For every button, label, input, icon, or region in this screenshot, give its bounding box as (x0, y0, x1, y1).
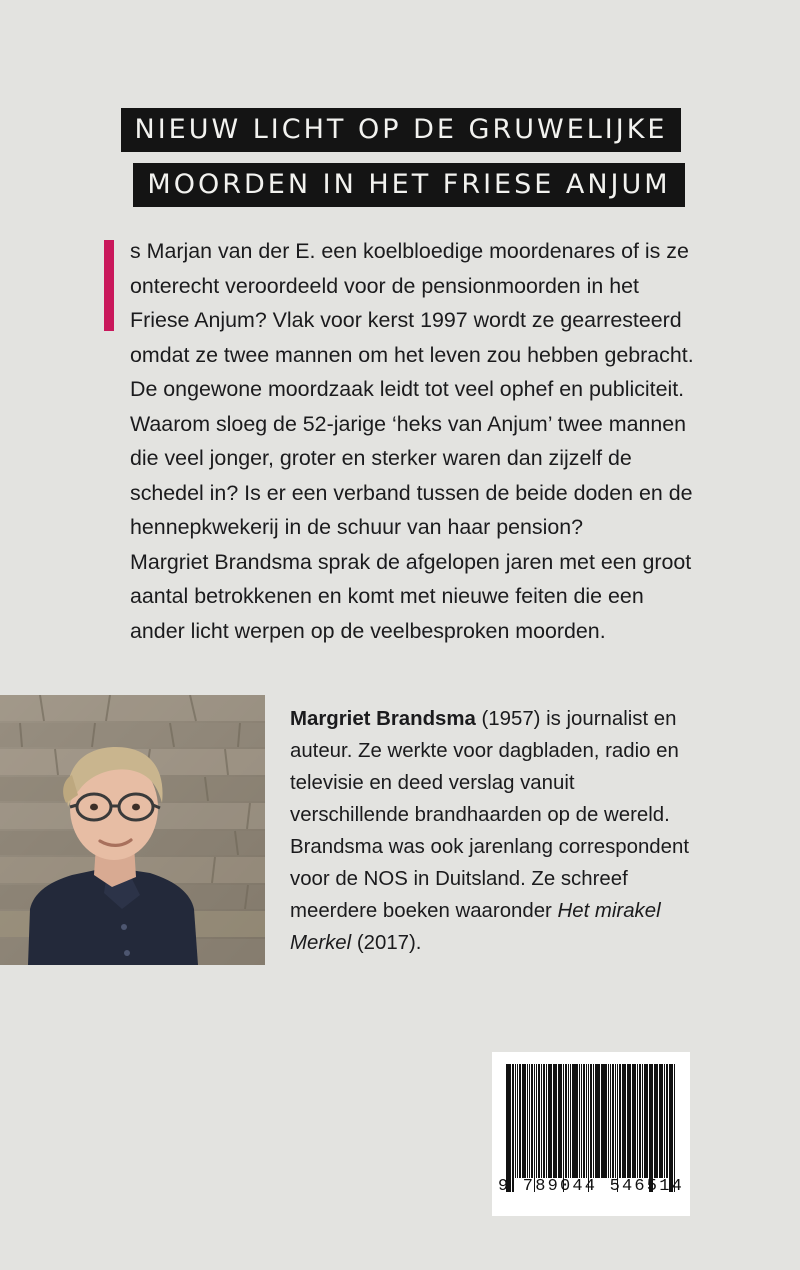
barcode-bar (608, 1064, 609, 1178)
author-portrait-illustration (0, 695, 265, 965)
headline-banner (0, 108, 800, 207)
blurb-text (104, 234, 698, 648)
barcode-bar (541, 1064, 542, 1178)
barcode-bar (612, 1064, 613, 1178)
barcode-bar (531, 1064, 532, 1178)
barcode-bar (619, 1064, 620, 1178)
author-bio-part-1: is journalist en auteur. Ze werkte voor dagbladen, radio en televisie en deed verslag vanuit verschillende brandhaarden op de wereld. Brandsma was ook jarenlang correspondent voor de NOS in Duitsland. Ze schreef meerdere boeken waaronder (290, 708, 689, 922)
barcode-bar (565, 1064, 566, 1178)
barcode-bar (572, 1064, 577, 1178)
author-bio-part-2: (2017). (351, 932, 422, 954)
blurb-paragraph-1: s Marjan van der E. een koelbloedige moordenares of is ze onterecht veroordeeld voor de pensionmoorden in het Friese Anjum? Vlak voor kerst 1997 wordt ze gearresteerd omdat ze twee mannen om het leven zou hebben gebracht. De ongewone moordzaak leidt tot veel ophef en publiciteit. Waarom sloeg de 52-jarige ‘heks van Anjum’ twee mannen die veel jonger, groter en sterker waren dan zijzelf de schedel in? Is er een verband tussen de beide doden en de hennepkwekerij in de schuur van haar pension? (130, 239, 694, 539)
barcode-bar (669, 1064, 673, 1192)
drop-cap-bar (104, 240, 114, 331)
barcode-bar (588, 1064, 589, 1192)
barcode-bar (639, 1064, 640, 1178)
barcode-bar (593, 1064, 594, 1178)
barcode-bar (595, 1064, 600, 1178)
barcode-bar (579, 1064, 580, 1178)
headline-line-1: NIEUW LICHT OP DE GRUWELIJKE (121, 108, 682, 152)
barcode-bar (548, 1064, 552, 1178)
barcode-bar (644, 1064, 648, 1178)
barcode-bar (553, 1064, 557, 1178)
barcode-bar (610, 1064, 611, 1178)
barcode-bar (515, 1064, 516, 1178)
barcode-bar (534, 1064, 535, 1192)
barcode-bar (617, 1064, 618, 1192)
barcode-bar (632, 1064, 636, 1178)
barcode-bar (649, 1064, 653, 1192)
headline-line-2: MOORDEN IN HET FRIESE ANJUM (133, 163, 684, 207)
barcode-bar (627, 1064, 631, 1178)
barcode-bar (563, 1064, 564, 1192)
barcode (492, 1052, 690, 1216)
barcode-bar (659, 1064, 663, 1178)
barcode-bar (543, 1064, 544, 1178)
barcode-bar (642, 1064, 643, 1178)
barcode-bar (506, 1064, 511, 1192)
barcode-bar (558, 1064, 562, 1178)
barcode-bar (664, 1064, 665, 1178)
barcode-digits: 9 789044 546514 (497, 1177, 685, 1196)
barcode-bar (581, 1064, 582, 1178)
barcode-bar (538, 1064, 539, 1178)
barcode-bar (570, 1064, 571, 1178)
author-book-title: Het mirakel Merkel (290, 900, 661, 954)
barcode-bar (529, 1064, 530, 1178)
barcode-bar (637, 1064, 638, 1178)
barcode-bar (666, 1064, 667, 1178)
barcode-bar (622, 1064, 626, 1178)
author-photo (0, 695, 265, 965)
barcode-bar (568, 1064, 569, 1178)
barcode-bar (517, 1064, 518, 1178)
barcode-bar (512, 1064, 513, 1192)
barcode-bar (522, 1064, 526, 1178)
blurb-paragraph-2: Margriet Brandsma sprak de afgelopen jaren met een groot aantal betrokkenen en komt met nieuwe feiten die een ander licht werpen op de veelbesproken moorden. (130, 549, 692, 643)
barcode-bar (583, 1064, 584, 1178)
barcode-bar (527, 1064, 528, 1178)
barcode-bar (590, 1064, 591, 1178)
author-birth-year: (1957) (481, 708, 541, 730)
barcode-bar (601, 1064, 606, 1178)
barcode-bar (536, 1064, 537, 1178)
barcode-bar (519, 1064, 520, 1178)
barcode-bar (615, 1064, 616, 1178)
barcode-bar (546, 1064, 547, 1178)
barcode-bars (506, 1064, 676, 1178)
barcode-bar (654, 1064, 658, 1178)
author-bio (290, 703, 690, 959)
barcode-bar (586, 1064, 587, 1178)
barcode-bar (674, 1064, 675, 1192)
author-name: Margriet Brandsma (290, 708, 476, 730)
